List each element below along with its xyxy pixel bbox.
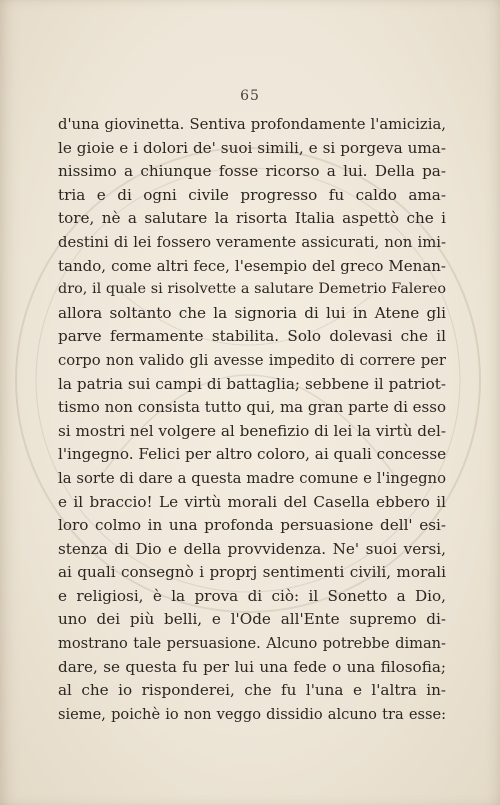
- text-line: tore, nè a salutare la risorta Italia aspettò che i: [58, 209, 446, 228]
- text-line: destini di lei fossero veramente assicurati, non imi-: [58, 233, 446, 251]
- text-line: d'una giovinetta. Sentiva profondamente l'amicizia,: [58, 116, 446, 133]
- text-line: corpo non valido gli avesse impedito di correre per: [58, 351, 446, 369]
- text-line: tando, come altri fece, l'esempio del greco Menan-: [58, 256, 446, 275]
- text-line: la patria sui campi di battaglia; sebbene il patriot-: [58, 374, 446, 393]
- text-line: dro, il quale si risolvette a salutare Demetrio Falereo: [58, 281, 446, 298]
- body-text: [58, 113, 446, 726]
- text-line: la sorte di dare a questa madre comune e l'ingegno: [58, 469, 446, 487]
- text-line: uno dei più belli, e l'Ode all'Ente supremo di-: [58, 610, 446, 629]
- text-line: e religiosi, è la prova di ciò: il Sonetto a Dio,: [58, 586, 446, 605]
- text-line: tria e di ogni civile progresso fu caldo ama-: [58, 185, 446, 204]
- text-line: loro colmo in una profonda persuasione dell' esi-: [58, 516, 446, 535]
- text-line: nissimo a chiunque fosse ricorso a lui. Della pa-: [58, 162, 446, 181]
- text-line: l'ingegno. Felici per altro coloro, ai quali concesse: [58, 445, 447, 464]
- text-line: ai quali consegnò i proprj sentimenti civili, morali: [58, 563, 446, 582]
- text-line: parve fermamente stabilita. Solo dolevasi che il: [58, 327, 446, 346]
- text-line: mostrano tale persuasione. Alcuno potrebbe diman-: [58, 635, 446, 653]
- page-number: 65: [240, 88, 260, 104]
- text-line: e il braccio! Le virtù morali del Casella ebbero il: [58, 492, 446, 511]
- text-line: stenza di Dio e della provvidenza. Ne' suoi versi,: [58, 539, 446, 558]
- text-line: allora soltanto che la signoria di lui in Atene gli: [58, 303, 446, 322]
- text-line: al che io risponderei, che fu l'una e l'altra in-: [58, 681, 446, 700]
- text-line: sieme, poichè io non veggo dissidio alcuno tra esse:: [58, 705, 446, 723]
- text-line: si mostri nel volgere al benefizio di lei la virtù del-: [58, 421, 446, 440]
- text-line: tismo non consista tutto qui, ma gran parte di esso: [58, 398, 446, 417]
- text-line: dare, se questa fu per lui una fede o una filosofia;: [58, 657, 446, 676]
- text-line: le gioie e i dolori de' suoi simili, e si porgeva uma-: [58, 138, 446, 157]
